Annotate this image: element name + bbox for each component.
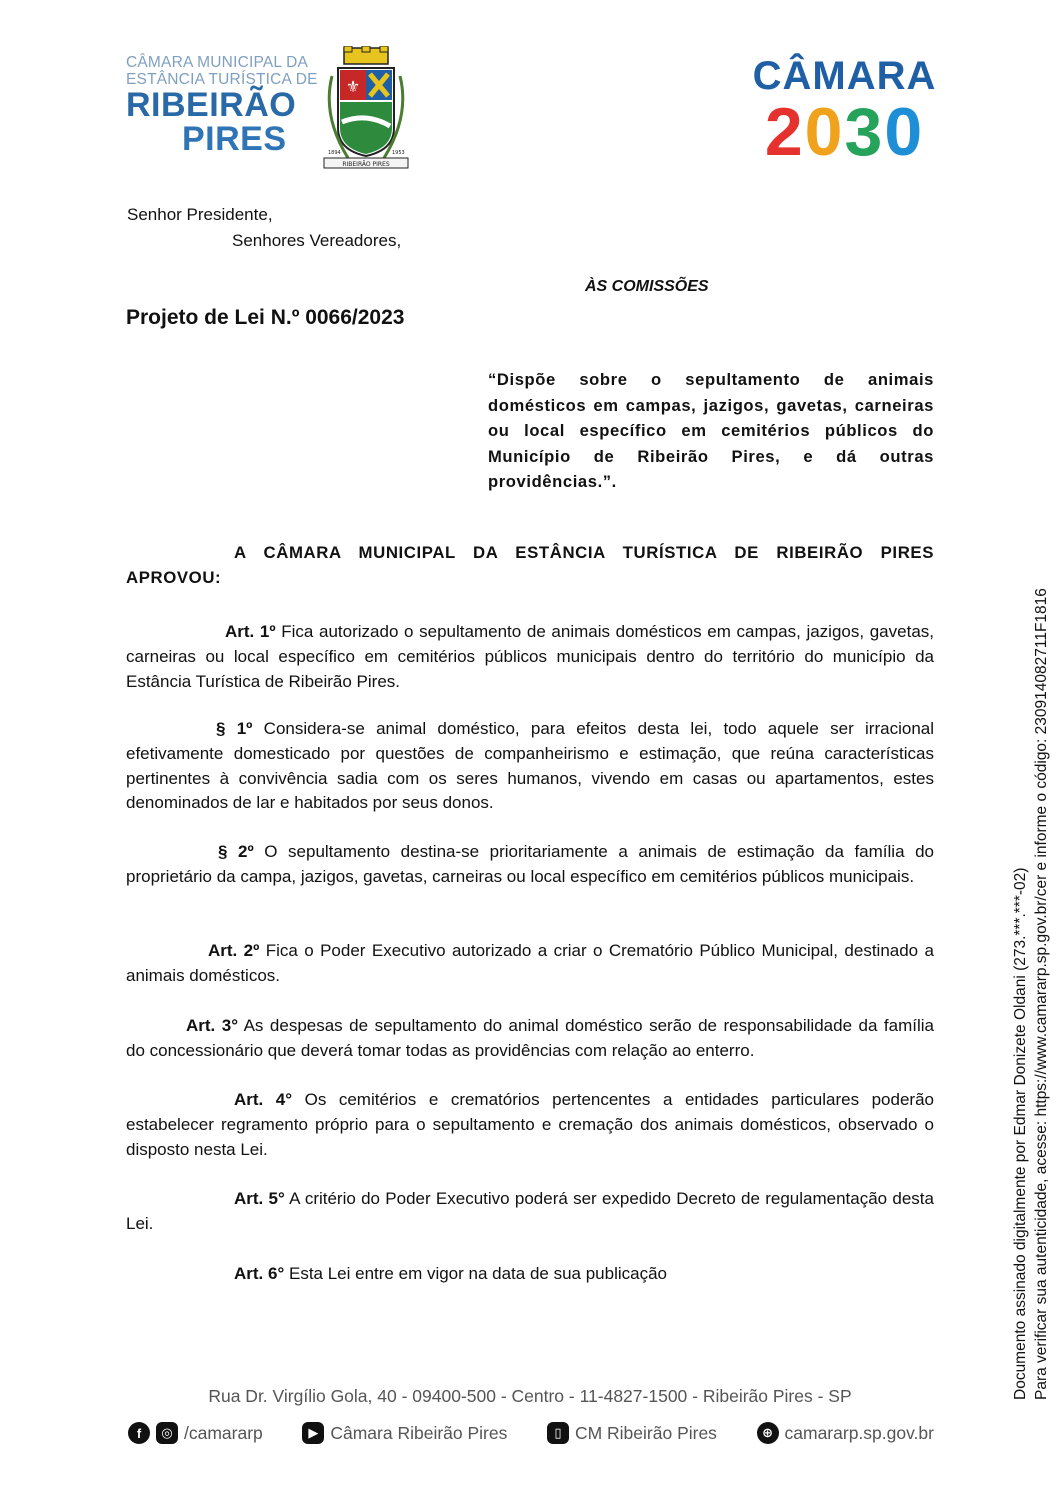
social-label: CM Ribeirão Pires — [574, 1422, 717, 1443]
paragraph-2 — [126, 840, 934, 890]
logo-line-3: RIBEIRÃO — [126, 86, 297, 124]
social-label: /camararp — [184, 1422, 263, 1443]
logo-line-2: ESTÂNCIA TURÍSTICA DE — [126, 71, 318, 88]
article-text: Fica o Poder Executivo autorizado a criar o Crematório Público Municipal, destinado a animais domésticos. — [126, 941, 934, 985]
logo-camara-word: CÂMARA — [752, 54, 937, 98]
signature-line-2: Para verificar sua autenticidade, acesse: https://www.camararp.sp.gov.br/cer e informe o código: 230914082711F1816 — [1033, 588, 1050, 1400]
article-1 — [126, 620, 934, 694]
article-label: § 1º — [216, 719, 253, 738]
phone-icon: ▯ — [547, 1422, 569, 1444]
article-label: Art. 5° — [234, 1189, 285, 1208]
coat-of-arms — [318, 46, 414, 174]
digit: 0 — [884, 94, 925, 170]
logo-line-1: CÂMARA MUNICIPAL DA — [126, 54, 309, 71]
digit: 0 — [804, 94, 845, 170]
coat-year-right: 1953 — [392, 150, 405, 156]
commissions-heading: ÀS COMISSÕES — [585, 278, 709, 295]
article-label: Art. 1º — [225, 622, 276, 641]
article-label: § 2º — [218, 842, 254, 861]
article-label: Art. 6° — [234, 1264, 285, 1283]
article-text: Fica autorizado o sepultamento de animais domésticos em campas, jazigos, gavetas, carneiras ou local específico em cemitérios públicos municipais dentro do território do município da Estância Turística de Ribeirão Pires. — [126, 622, 934, 691]
article-2 — [126, 939, 934, 989]
article-label: Art. 4° — [234, 1090, 293, 1109]
article-3 — [126, 1014, 934, 1064]
bill-summary: “Dispõe sobre o sepultamento de animais domésticos em campas, jazigos, gavetas, carneiras ou local específico em cemitérios públicos do Município de Ribeirão Pires, e dá outras providências.”. — [488, 370, 934, 491]
article-text: Considera-se animal doméstico, para efeitos desta lei, todo aquele ser irracional efetivamente domesticado por questões de companheirismo e estimação, que reúna características pertinentes à convivência sadia com os seres humanos, vivendo em casas ou apartamentos, estes denominados de lar e habitados por seus donos. — [126, 719, 935, 813]
bill-title: Projeto de Lei N.º 0066/2023 — [126, 306, 405, 329]
article-4 — [126, 1088, 934, 1162]
enacting-text: A CÂMARA MUNICIPAL DA ESTÂNCIA TURÍSTICA DE RIBEIRÃO PIRES APROVOU: — [126, 543, 934, 587]
globe-icon: ⊕ — [757, 1422, 779, 1444]
article-label: Art. 2º — [208, 941, 260, 960]
footer-address: Rua Dr. Virgílio Gola, 40 - 09400-500 - Centro - 11-4827-1500 - Ribeirão Pires - SP — [208, 1386, 852, 1406]
article-text: As despesas de sepultamento do animal doméstico serão de responsabilidade da família do concessionário que deverá tomar todas as providências com relação ao enterro. — [126, 1016, 934, 1060]
facebook-icon: f — [128, 1422, 150, 1444]
youtube-icon: ▶ — [302, 1422, 324, 1444]
camara-2030-logo — [752, 56, 937, 184]
camara-logo-left — [126, 54, 318, 164]
instagram-icon: ◎ — [156, 1422, 178, 1444]
salutation-councillors: Senhores Vereadores, — [232, 231, 402, 250]
social-facebook-instagram[interactable] — [128, 1422, 263, 1444]
signature-line-1: Documento assinado digitalmente por Edmar Donizete Oldani (273.***.***-02) — [1012, 867, 1029, 1400]
footer-social-bar — [128, 1420, 934, 1446]
article-5 — [126, 1187, 934, 1237]
social-phone[interactable] — [547, 1422, 717, 1444]
article-text: Esta Lei entre em vigor na data de sua publicação — [284, 1264, 668, 1283]
article-text: Os cemitérios e crematórios pertencentes a entidades particulares poderão estabelecer regramento próprio para o sepultamento e cremação dos animais domésticos, observado o disposto nesta Lei. — [126, 1090, 934, 1159]
digit: 3 — [844, 94, 885, 170]
article-6 — [126, 1262, 934, 1287]
coat-year-left: 1894 — [328, 150, 341, 156]
logo-2030-digits — [752, 96, 937, 168]
svg-text:⚜: ⚜ — [345, 77, 361, 96]
coat-caption: RIBEIRÃO PIRES — [342, 161, 390, 168]
social-youtube[interactable] — [302, 1422, 507, 1444]
digit: 2 — [764, 94, 805, 170]
article-text: A critério do Poder Executivo poderá ser expedido Decreto de regulamentação desta Lei. — [126, 1189, 934, 1233]
logo-line-4: PIRES — [182, 120, 287, 158]
social-label: Câmara Ribeirão Pires — [330, 1422, 508, 1443]
article-label: Art. 3° — [186, 1016, 239, 1035]
social-website[interactable] — [757, 1422, 934, 1444]
enacting-clause — [126, 541, 934, 590]
salutation-president: Senhor Presidente, — [127, 205, 273, 224]
digital-signature-note — [1010, 500, 1056, 1400]
social-label: camararp.sp.gov.br — [784, 1422, 934, 1443]
paragraph-1 — [126, 717, 934, 816]
article-text: O sepultamento destina-se prioritariamente a animais de estimação da família do proprietário da campa, jazigos, gavetas, carneiras ou local específico em cemitérios públicos municipais. — [126, 842, 935, 886]
